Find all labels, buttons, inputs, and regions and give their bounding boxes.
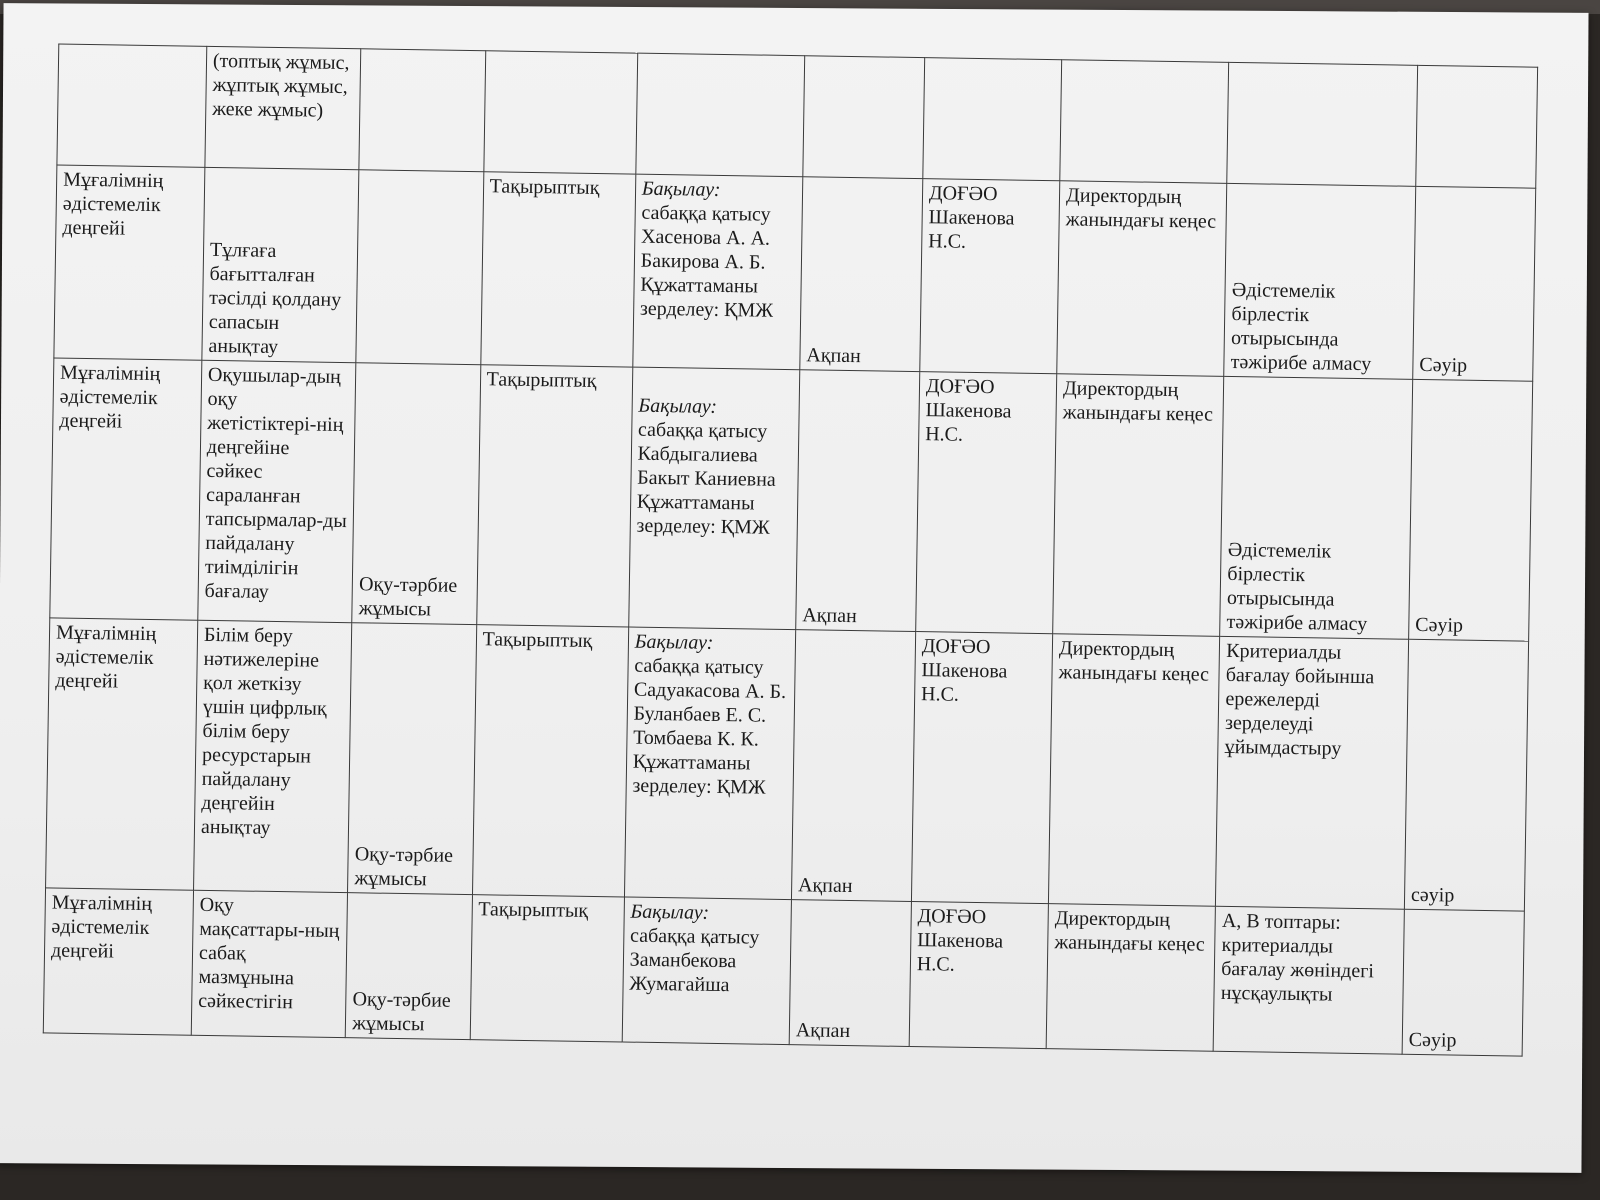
cell-type	[483, 51, 637, 174]
cell-text: Әдістемелік бірлестік отырысында тәжірибе алмасу	[1230, 278, 1372, 376]
cell-responsible	[920, 179, 1060, 374]
cell-text: Оқушылар-дың оқу жетістіктері-нің деңгейіне сәйкес сараланған тапсырмалар-ды пайдалану тиімділігін бағалау	[204, 363, 347, 603]
cell-goal	[193, 620, 352, 892]
cell-review-place	[1046, 904, 1215, 1052]
cell-method	[633, 174, 803, 370]
cell-type	[470, 895, 624, 1042]
cell-deadline	[789, 900, 911, 1047]
cell-method	[636, 53, 805, 177]
cell-text: Тұлғаға бағытталған тәсілді қолдану сапасын анықтау	[208, 238, 342, 358]
cell-text: ДОҒӘО Шакенова Н.С.	[928, 182, 1015, 253]
cell-text: Әдістемелік бірлестік отырысында тәжірибе алмасу	[1226, 538, 1368, 636]
cell-text: Директордың жанындағы кеңес	[1062, 377, 1214, 426]
cell-area	[57, 44, 207, 167]
cell-management-decision	[1216, 636, 1409, 909]
cell-object	[348, 623, 477, 895]
cell-type	[480, 172, 635, 367]
table-row	[46, 618, 1529, 911]
cell-text: Ақпан	[802, 604, 857, 628]
cell-text: Сәуір	[1419, 353, 1468, 377]
cell-area	[54, 165, 205, 360]
cell-review-place	[1057, 181, 1227, 377]
cell-text: Ақпан	[797, 874, 853, 898]
cell-review-place	[1053, 374, 1224, 637]
cell-final-deadline	[1416, 65, 1538, 188]
cell-type	[472, 625, 628, 897]
monitoring-plan-table	[43, 44, 1538, 1057]
cell-responsible	[916, 372, 1057, 634]
cell-responsible	[911, 632, 1052, 904]
cell-object	[352, 363, 480, 625]
cell-review-place	[1049, 634, 1220, 907]
paper-sheet	[0, 3, 1589, 1173]
cell-management-decision	[1227, 62, 1418, 186]
cell-text: ДОҒӘО Шакенова Н.С.	[925, 375, 1012, 446]
cell-text: Оқу-тәрбие жұмысы	[354, 843, 454, 891]
cell-deadline	[803, 56, 925, 179]
method-heading: Бақылау:	[641, 177, 721, 201]
method-heading: Бақылау:	[634, 630, 714, 654]
method-heading: Бақылау:	[638, 394, 718, 418]
cell-text: Директордың жанындағы кеңес	[1065, 184, 1217, 233]
cell-text: Тақырыптық	[482, 628, 593, 652]
method-text: сабаққа қатысу Хасенова А. А. Бакирова А. Б. Құжаттаманы зерделеу: ҚМЖ	[639, 201, 774, 322]
cell-area	[43, 888, 193, 1035]
cell-goal	[198, 360, 356, 622]
cell-text: Тақырыптық	[486, 368, 597, 392]
method-text: сабаққа қатысу Кабдыгалиева Бакыт Каниевна Құжаттаманы зерделеу: ҚМЖ	[636, 418, 776, 539]
cell-deadline	[796, 370, 920, 632]
cell-text: Ақпан	[806, 344, 862, 368]
cell-review-place	[1060, 60, 1229, 184]
table-row	[43, 888, 1524, 1056]
cell-management-decision	[1224, 183, 1416, 379]
cell-goal	[191, 890, 348, 1037]
cell-text: Ақпан	[795, 1019, 851, 1043]
cell-object	[356, 170, 483, 365]
method-text: сабаққа қатысу Садуакасова А. Б. Буланбаев Е. С. Томбаева К. К. Құжаттаманы зерделеу: ҚМЖ	[632, 654, 787, 799]
cell-text: Оқу мақсаттары-ның сабақ мазмұнына сәйкестігін	[198, 893, 340, 1014]
cell-text: Тақырыптық	[478, 898, 589, 922]
cell-method	[628, 367, 799, 630]
cell-deadline	[791, 630, 915, 902]
cell-text: Директордың жанындағы кеңес	[1058, 637, 1210, 686]
table-row	[50, 358, 1533, 641]
cell-final-deadline	[1402, 909, 1524, 1056]
cell-area	[50, 358, 202, 620]
cell-text: А, В топтары: критериалды бағалау жөніндегі нұсқаулықты	[1220, 909, 1375, 1006]
table-row	[57, 44, 1538, 188]
cell-object	[345, 893, 472, 1040]
cell-text: Мұғалімнің әдістемелік деңгейі	[59, 361, 161, 433]
cell-responsible	[909, 902, 1048, 1049]
cell-text: Оқу-тәрбие жұмысы	[358, 573, 458, 621]
method-text: сабаққа қатысу Заманбекова Жумагайша	[629, 924, 760, 997]
cell-final-deadline	[1404, 639, 1528, 911]
cell-management-decision	[1213, 906, 1404, 1054]
cell-text: Критериалды бағалау бойынша ережелерді зерделеуді ұйымдастыру	[1224, 639, 1375, 760]
cell-text: Мұғалімнің әдістемелік деңгейі	[55, 621, 157, 693]
cell-text: Мұғалімнің әдістемелік деңгейі	[62, 168, 164, 240]
cell-text: Сәуір	[1408, 1028, 1457, 1052]
cell-text: ДОҒӘО Шакенова Н.С.	[916, 905, 1004, 976]
cell-text: Директордың жанындағы кеңес	[1054, 907, 1205, 956]
cell-method	[622, 897, 791, 1045]
cell-text: Білім беру нәтижелеріне қол жеткізу үшін цифрлық білім беру ресурстарын пайдалану деңгейін анықтау	[200, 623, 327, 839]
cell-goal	[202, 167, 359, 362]
cell-text: ДОҒӘО Шакенова Н.С.	[920, 635, 1008, 706]
table-row	[54, 165, 1536, 381]
cell-text: сәуір	[1410, 883, 1455, 907]
cell-deadline	[800, 177, 923, 372]
cell-text: Тақырыптық	[489, 175, 600, 200]
cell-final-deadline	[1409, 379, 1533, 641]
cell-text: Сәуір	[1415, 613, 1464, 637]
cell-goal: (топтық жұмыс, жұптық жұмыс, жеке жұмыс)	[205, 46, 361, 169]
cell-responsible	[923, 58, 1062, 181]
method-heading: Бақылау:	[630, 900, 710, 924]
cell-object	[359, 49, 485, 172]
cell-area	[46, 618, 198, 890]
cell-final-deadline	[1413, 186, 1536, 381]
cell-method	[624, 627, 795, 900]
cell-management-decision	[1220, 376, 1413, 639]
cell-type	[476, 365, 632, 627]
cell-text: Мұғалімнің әдістемелік деңгейі	[50, 891, 153, 963]
cell-text: Оқу-тәрбие жұмысы	[352, 988, 451, 1036]
